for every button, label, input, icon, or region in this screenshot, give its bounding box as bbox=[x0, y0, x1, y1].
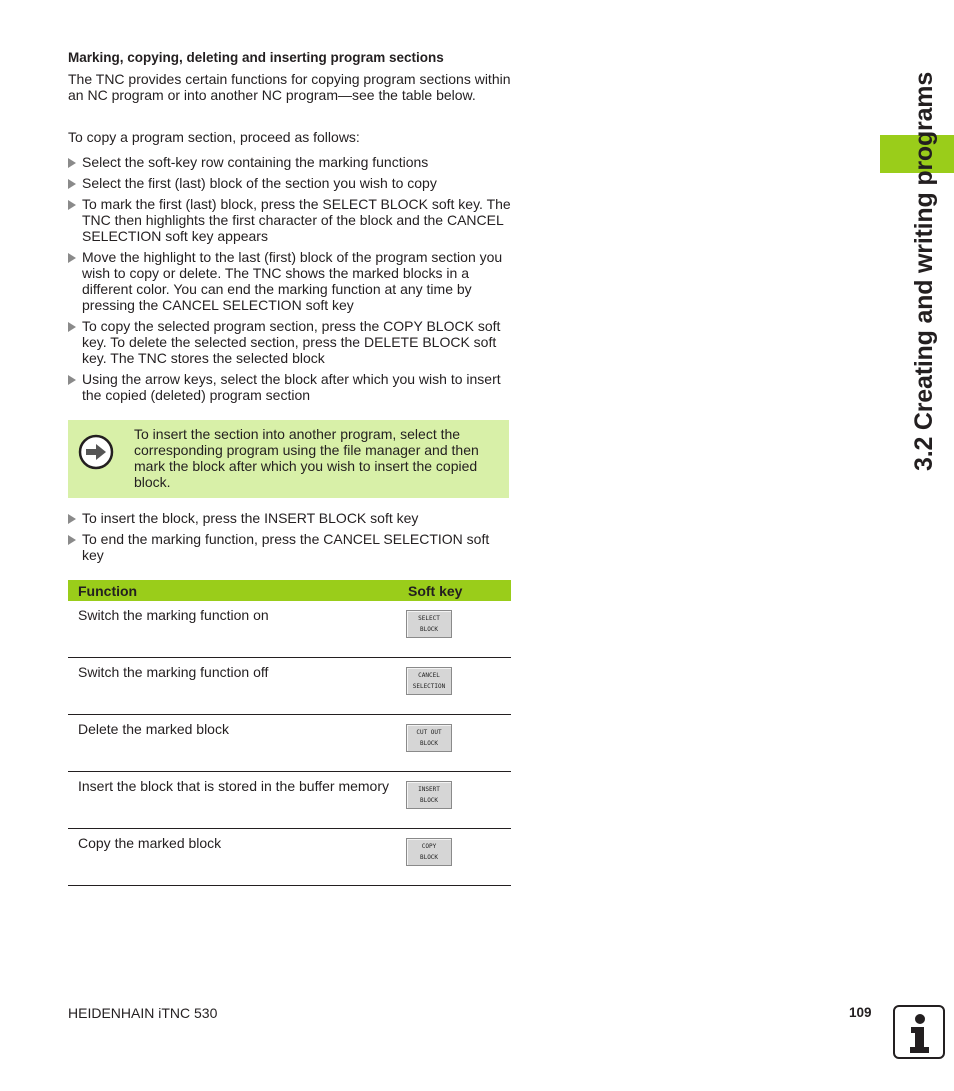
info-icon bbox=[893, 1005, 945, 1059]
bullet-arrow-icon bbox=[68, 158, 76, 168]
softkey-cell bbox=[398, 715, 511, 772]
table-row bbox=[68, 601, 511, 658]
softkey-cell bbox=[398, 601, 511, 658]
bullet-arrow-icon bbox=[68, 200, 76, 210]
step-item: To end the marking function, press the CANCEL SELECTION soft key bbox=[68, 531, 513, 563]
step-item: Using the arrow keys, select the block after which you wish to insert the copied (deleted) program section bbox=[68, 371, 513, 403]
step-item: Select the soft-key row containing the marking functions bbox=[68, 154, 513, 170]
table-row bbox=[68, 772, 511, 829]
step-item: To insert the block, press the INSERT BLOCK soft key bbox=[68, 510, 513, 526]
function-cell: Insert the block that is stored in the buffer memory bbox=[68, 772, 398, 829]
arrow-right-icon bbox=[78, 434, 114, 470]
chapter-title: 3.2 Creating and writing programs bbox=[910, 71, 938, 471]
step-item: Move the highlight to the last (first) block of the program section you wish to copy or delete. The TNC shows the marked blocks in a different color. You can end the marking function at any time by pressing the CANCEL SELECTION soft key bbox=[68, 249, 513, 313]
bullet-arrow-icon bbox=[68, 535, 76, 545]
bullet-arrow-icon bbox=[68, 253, 76, 263]
table-header-row bbox=[68, 580, 511, 601]
section-heading: Marking, copying, deleting and inserting program sections bbox=[68, 50, 444, 65]
footer-product: HEIDENHAIN iTNC 530 bbox=[68, 1005, 218, 1021]
function-cell: Copy the marked block bbox=[68, 829, 398, 886]
function-cell: Delete the marked block bbox=[68, 715, 398, 772]
note-box bbox=[68, 420, 509, 498]
function-cell: Switch the marking function off bbox=[68, 658, 398, 715]
softkey-cell bbox=[398, 772, 511, 829]
step-item: To copy the selected program section, press the COPY BLOCK soft key. To delete the selected section, press the DELETE BLOCK soft key. The TNC stores the selected block bbox=[68, 318, 513, 366]
bullet-arrow-icon bbox=[68, 322, 76, 332]
intro-paragraph: The TNC provides certain functions for copying program sections within an NC program or into another NC program—see the table below. bbox=[68, 71, 511, 103]
column-header-function: Function bbox=[68, 580, 398, 601]
cancel-selection-softkey: CANCEL SELECTION bbox=[406, 667, 452, 695]
bullet-arrow-icon bbox=[68, 514, 76, 524]
table-row bbox=[68, 658, 511, 715]
cut-out-block-softkey: CUT OUT BLOCK bbox=[406, 724, 452, 752]
function-cell: Switch the marking function on bbox=[68, 601, 398, 658]
bullet-arrow-icon bbox=[68, 375, 76, 385]
lead-in-paragraph: To copy a program section, proceed as follows: bbox=[68, 129, 360, 145]
page-number: 109 bbox=[849, 1005, 872, 1020]
step-item: Select the first (last) block of the section you wish to copy bbox=[68, 175, 513, 191]
info-glyph-icon bbox=[895, 1007, 943, 1057]
copy-block-softkey: COPY BLOCK bbox=[406, 838, 452, 866]
table-row bbox=[68, 715, 511, 772]
softkey-cell bbox=[398, 658, 511, 715]
bullet-arrow-icon bbox=[68, 179, 76, 189]
column-header-softkey: Soft key bbox=[398, 580, 511, 601]
select-block-softkey: SELECT BLOCK bbox=[406, 610, 452, 638]
softkey-table bbox=[68, 580, 511, 886]
softkey-cell bbox=[398, 829, 511, 886]
note-text: To insert the section into another program, select the corresponding program using the file manager and then mark the block after which you wish to insert the copied block. bbox=[134, 426, 479, 490]
insert-block-softkey: INSERT BLOCK bbox=[406, 781, 452, 809]
step-item: To mark the first (last) block, press the SELECT BLOCK soft key. The TNC then highlights the first character of the block and the CANCEL SELECTION soft key appears bbox=[68, 196, 513, 244]
table-row bbox=[68, 829, 511, 886]
